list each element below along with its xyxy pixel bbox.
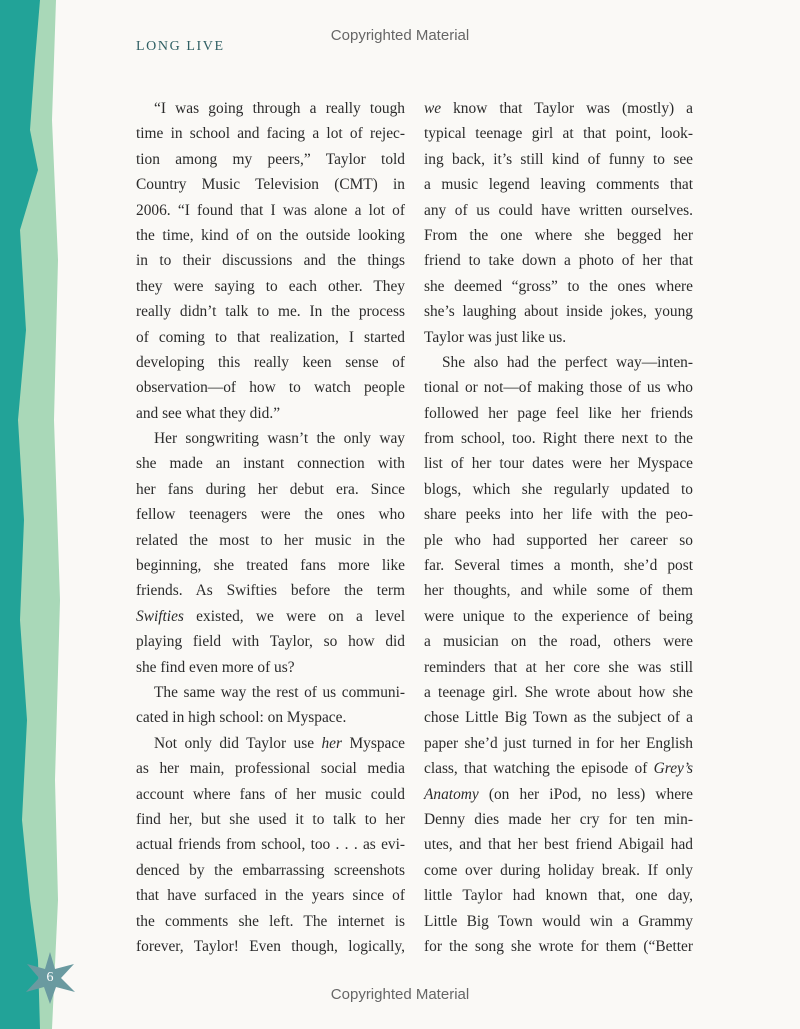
- line-content: [424, 100, 693, 117]
- text-line: [424, 629, 693, 654]
- text-segment: Country Music Television (CMT) in: [136, 176, 405, 194]
- text-segment: Denny dies made her cry for ten min-: [424, 810, 693, 828]
- line-content: [136, 659, 295, 676]
- text-segment: she deemed “gross” to the ones where: [424, 277, 693, 295]
- text-segment: her thoughts, and while some of them: [424, 582, 693, 600]
- text-line: [424, 299, 693, 324]
- text-line: [424, 401, 693, 426]
- text-segment: existed, we were on a level: [183, 607, 405, 625]
- text-segment: She also had the perfect way—inten-: [442, 353, 693, 371]
- text-line: [136, 274, 405, 299]
- text-segment: any of us could have written ourselves.: [424, 201, 693, 219]
- line-content: [136, 506, 405, 523]
- text-line: [424, 909, 693, 934]
- line-content: [136, 633, 405, 650]
- text-segment: The same way the rest of us communi-: [154, 683, 405, 701]
- text-segment: she find even more of us?: [136, 658, 295, 676]
- text-line: [424, 655, 693, 680]
- line-content: [424, 760, 693, 777]
- text-segment: in to their discussions and the things: [136, 252, 405, 270]
- text-line: [136, 756, 405, 781]
- text-line: [136, 909, 405, 934]
- line-content: [424, 329, 566, 346]
- text-line: [136, 858, 405, 883]
- text-line: [424, 172, 693, 197]
- line-content: [136, 202, 405, 219]
- line-content: [424, 582, 693, 599]
- line-content: [424, 481, 693, 498]
- text-segment: share peeks into her life with the peo-: [424, 506, 693, 524]
- text-line: [424, 883, 693, 908]
- text-segment: fellow teenagers were the ones who: [136, 506, 405, 524]
- italic-text: Grey’s: [653, 760, 693, 778]
- text-line: [424, 731, 693, 756]
- text-line: [424, 782, 693, 807]
- text-line: [424, 223, 693, 248]
- running-head: LONG LIVE: [136, 39, 225, 54]
- text-line: [136, 299, 405, 324]
- line-content: [136, 811, 405, 828]
- text-segment: they were saying to each other. They: [136, 277, 405, 295]
- text-line: [136, 578, 405, 603]
- line-content: [136, 836, 405, 853]
- text-line: [136, 553, 405, 578]
- text-line: [424, 502, 693, 527]
- line-content: [424, 557, 693, 574]
- text-segment: were unique to the experience of being: [424, 607, 693, 625]
- copyright-watermark-top: Copyrighted Material: [330, 27, 470, 44]
- left-text-column: [136, 96, 405, 959]
- text-line: [424, 604, 693, 629]
- right-text-column: [424, 96, 693, 959]
- text-segment: Her songwriting wasn’t the only way: [154, 430, 405, 448]
- text-line: [136, 883, 405, 908]
- line-content: [424, 659, 693, 676]
- line-content: [424, 836, 693, 853]
- text-line: [136, 96, 405, 121]
- text-segment: tion among my peers,” Taylor told: [136, 150, 405, 168]
- text-line: [424, 705, 693, 730]
- line-content: [154, 430, 405, 447]
- copyright-watermark-bottom: Copyrighted Material: [330, 986, 470, 1003]
- line-content: [136, 532, 405, 549]
- line-content: [424, 786, 693, 803]
- text-line: [424, 832, 693, 857]
- text-segment: typical teenage girl at that point, look-: [424, 125, 693, 143]
- text-segment: list of her tour dates were her Myspace: [424, 455, 693, 473]
- italic-text: Anatomy: [424, 785, 479, 803]
- text-line: [424, 350, 693, 375]
- line-content: [424, 735, 693, 752]
- text-line: [424, 934, 693, 959]
- text-segment: little Taylor had known that, one day,: [424, 887, 693, 905]
- text-segment: “I was going through a really tough: [154, 100, 405, 117]
- line-content: [154, 735, 405, 752]
- text-segment: Not only did Taylor use: [154, 734, 322, 752]
- text-segment: she made an instant connection with: [136, 455, 405, 473]
- text-line: [424, 477, 693, 502]
- text-segment: cated in high school: on Myspace.: [136, 709, 347, 727]
- text-segment: her fans during her debut era. Since: [136, 480, 405, 498]
- text-segment: tional or not—of making those of us who: [424, 379, 693, 397]
- line-content: [424, 278, 693, 295]
- text-line: [424, 528, 693, 553]
- line-content: [136, 481, 405, 498]
- text-segment: Myspace: [342, 734, 406, 752]
- text-line: [136, 629, 405, 654]
- italic-text: her: [321, 734, 343, 752]
- line-content: [136, 709, 346, 726]
- text-line: [136, 172, 405, 197]
- line-content: [154, 684, 405, 701]
- text-segment: a music legend leaving comments that: [424, 176, 693, 194]
- line-content: [424, 252, 693, 269]
- line-content: [424, 532, 693, 549]
- text-segment: find her, but she used it to talk to her: [136, 810, 405, 828]
- line-content: [136, 887, 405, 904]
- line-content: [424, 202, 693, 219]
- text-line: [424, 578, 693, 603]
- text-line: [424, 248, 693, 273]
- page-number: 6: [46, 970, 54, 985]
- text-segment: the time, kind of on the outside looking: [136, 226, 405, 244]
- line-content: [424, 862, 693, 879]
- text-segment: chose Little Big Town as the subject of a: [424, 709, 693, 727]
- text-segment: Little Big Town would win a Grammy: [424, 912, 693, 930]
- text-segment: blogs, which she regularly updated to: [424, 480, 693, 498]
- text-line: [424, 451, 693, 476]
- text-segment: as her main, professional social media: [136, 760, 405, 778]
- line-content: [136, 176, 405, 193]
- line-content: [442, 354, 693, 371]
- text-segment: related the most to her music in the: [136, 531, 405, 549]
- text-segment: account where fans of her music could: [136, 785, 405, 803]
- text-segment: friend to take down a photo of her that: [424, 252, 693, 270]
- line-content: [154, 100, 405, 117]
- text-segment: from school, too. Right there next to the: [424, 430, 693, 448]
- line-content: [424, 303, 693, 320]
- line-content: [424, 887, 693, 904]
- text-segment: she’s laughing about inside jokes, young: [424, 303, 693, 321]
- line-content: [424, 151, 693, 168]
- text-line: [136, 782, 405, 807]
- text-segment: a teenage girl. She wrote about how she: [424, 683, 693, 701]
- line-content: [136, 913, 405, 930]
- text-segment: and see what they did.”: [136, 404, 281, 422]
- text-line: [136, 832, 405, 857]
- text-line: [424, 756, 693, 781]
- text-line: [424, 147, 693, 172]
- line-content: [424, 176, 693, 193]
- text-line: [424, 325, 693, 350]
- italic-text: Swifties: [136, 607, 184, 625]
- text-line: [424, 375, 693, 400]
- line-content: [424, 506, 693, 523]
- text-line: [136, 680, 405, 705]
- text-segment: playing field with Taylor, so how did: [136, 633, 405, 651]
- line-content: [424, 608, 693, 625]
- text-line: [136, 350, 405, 375]
- line-content: [136, 582, 405, 599]
- text-line: [424, 274, 693, 299]
- line-content: [424, 227, 693, 244]
- text-segment: followed her page feel like her friends: [424, 404, 693, 422]
- text-segment: class, that watching the episode of: [424, 760, 654, 778]
- text-segment: reminders that at her core she was still: [424, 658, 693, 676]
- text-segment: ple who had supported her career so: [424, 531, 693, 549]
- text-segment: know that Taylor was (mostly) a: [441, 100, 693, 117]
- line-content: [424, 684, 693, 701]
- text-line: [136, 401, 405, 426]
- line-content: [136, 405, 280, 422]
- text-line: [136, 528, 405, 553]
- text-segment: of coming to that realization, I started: [136, 328, 405, 346]
- text-line: [424, 858, 693, 883]
- line-content: [424, 811, 693, 828]
- italic-text: we: [424, 100, 442, 117]
- text-line: [424, 680, 693, 705]
- text-segment: paper she’d just turned in for her English: [424, 734, 693, 752]
- text-line: [424, 121, 693, 146]
- line-content: [136, 303, 405, 320]
- line-content: [424, 455, 693, 472]
- text-line: [424, 198, 693, 223]
- line-content: [424, 379, 693, 396]
- text-line: [136, 198, 405, 223]
- line-content: [136, 227, 405, 244]
- text-line: [424, 426, 693, 451]
- text-line: [424, 553, 693, 578]
- line-content: [424, 430, 693, 447]
- line-content: [136, 938, 405, 955]
- line-content: [136, 862, 405, 879]
- text-segment: ing back, it’s still kind of funny to see: [424, 150, 693, 168]
- line-content: [136, 786, 405, 803]
- line-content: [424, 938, 693, 955]
- text-segment: a musician on the road, others were: [424, 633, 693, 651]
- text-segment: really didn’t talk to me. In the process: [136, 303, 405, 321]
- text-line: [136, 223, 405, 248]
- line-content: [136, 379, 405, 396]
- text-segment: denced by the embarrassing screenshots: [136, 861, 405, 879]
- text-segment: Taylor was just like us.: [424, 328, 567, 346]
- text-segment: utes, and that her best friend Abigail had: [424, 836, 693, 854]
- text-segment: actual friends from school, too . . . as evi-: [136, 836, 405, 854]
- line-content: [136, 760, 405, 777]
- line-content: [136, 151, 405, 168]
- text-line: [136, 325, 405, 350]
- text-line: [136, 451, 405, 476]
- text-segment: observation—of how to watch people: [136, 379, 405, 397]
- line-content: [424, 709, 693, 726]
- text-segment: come over during holiday break. If only: [424, 861, 693, 879]
- text-segment: that have surfaced in the years since of: [136, 887, 405, 905]
- text-line: [136, 502, 405, 527]
- text-segment: developing this really keen sense of: [136, 353, 405, 371]
- line-content: [424, 405, 693, 422]
- text-line: [424, 807, 693, 832]
- text-line: [136, 147, 405, 172]
- line-content: [136, 252, 405, 269]
- text-line: [424, 96, 693, 121]
- text-line: [136, 655, 405, 680]
- text-line: [136, 705, 405, 730]
- line-content: [136, 278, 405, 295]
- line-content: [136, 455, 405, 472]
- text-line: [136, 248, 405, 273]
- text-segment: friends. As Swifties before the term: [136, 582, 405, 600]
- line-content: [136, 354, 405, 371]
- line-content: [136, 329, 405, 346]
- text-line: [136, 375, 405, 400]
- line-content: [136, 125, 405, 142]
- text-segment: (on her iPod, no less) where: [478, 785, 693, 803]
- text-line: [136, 934, 405, 959]
- text-segment: forever, Taylor! Even though, logically,: [136, 937, 405, 955]
- line-content: [424, 125, 693, 142]
- text-line: [136, 477, 405, 502]
- text-segment: 2006. “I found that I was alone a lot of: [136, 201, 405, 219]
- line-content: [424, 913, 693, 930]
- text-line: [136, 731, 405, 756]
- text-segment: for the song she wrote for them (“Better: [424, 937, 693, 955]
- line-content: [424, 633, 693, 650]
- text-line: [136, 121, 405, 146]
- text-line: [136, 604, 405, 629]
- text-line: [136, 807, 405, 832]
- text-segment: time in school and facing a lot of rejec-: [136, 125, 405, 143]
- text-segment: far. Several times a month, she’d post: [424, 557, 693, 575]
- text-segment: beginning, she treated fans more like: [136, 557, 405, 575]
- line-content: [136, 557, 405, 574]
- line-content: [136, 608, 405, 625]
- text-segment: the comments she left. The internet is: [136, 912, 405, 930]
- text-segment: From the one where she begged her: [424, 226, 693, 244]
- text-line: [136, 426, 405, 451]
